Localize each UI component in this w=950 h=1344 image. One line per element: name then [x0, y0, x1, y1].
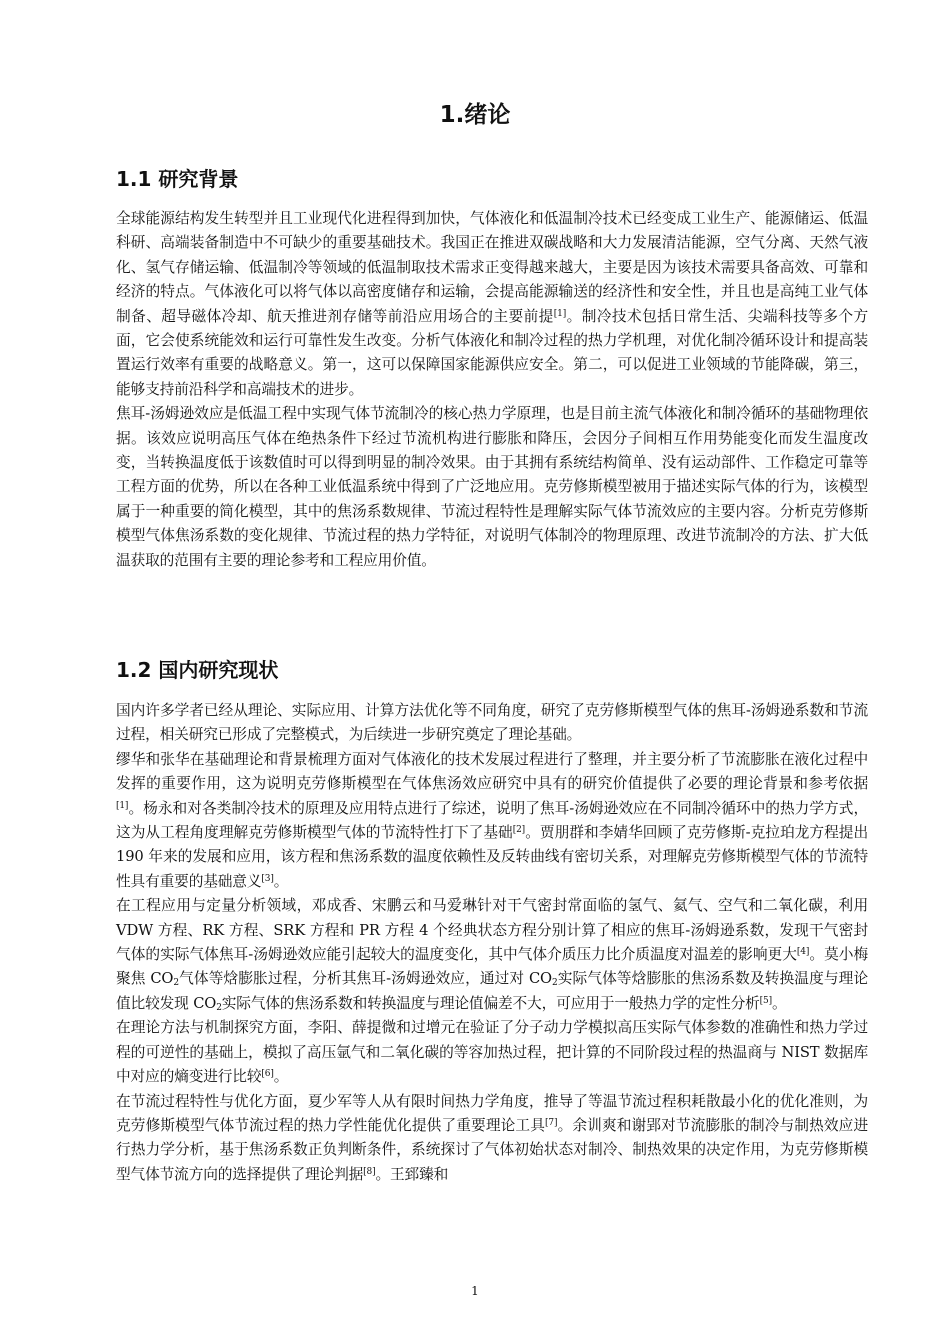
chapter-title: 1.绪论 [439, 102, 511, 128]
text-run: 。王郅臻和 [375, 1165, 449, 1183]
text-run: 实际气体的焦汤系数和转换温度与理论值偏差不大，可应用于一般热力学的定性分析 [221, 994, 760, 1012]
subscript: 2 [551, 978, 558, 989]
text-run: 全球能源结构发生转型并且工业现代化进程得到加快，气体液化和低温制冷技术已经变成工业生产、能源储运、低温科研、高端装备制造中不可缺少的重要基础技术。我国正在推进双碳战略和大力发展清洁能源，空气分离、天然气液化、氢气存储运输、低温制冷等领域的低温制取技术需求正变得越来越大，主要是因为该技术需要具备高效、可靠和经济的特点。气体液化可以将气体以高密度储存和运输，会提高能源输送的经济性和安全性，并且也是高纯工业气体制备、超导磁体冷却、航天推进剂存储等前沿应用场合的主要前提 [116, 210, 868, 325]
text-run: 。贾朋群和李婧华回顾了克劳修斯-克拉珀龙方程提出 190 年来的发展和应用，该方程和焦汤系数的温度依赖性及反转曲线有密切关系，对理解克劳修斯模型气体的节流特性具有重要的基础意义 [116, 824, 868, 890]
citation-ref: [6] [261, 1069, 274, 1080]
paragraph [116, 699, 868, 748]
section-heading-domestic-research: 1.2 国内研究现状 [116, 658, 279, 682]
text-run: 在理论方法与机制探究方面，李阳、薛提微和过增元在验证了分子动力学模拟高压实际气体参数的准确性和热力学过程的可逆性的基础上，模拟了高压氩气和二氧化碳的等容加热过程，把计算的不同阶段过程的热温商与 NIST 数据库中对应的熵变进行比较 [116, 1019, 868, 1086]
text-run: 。制冷技术包括日常生活、尖端科技等多个方面，它会使系统能效和运行可靠性发生改变。分析气体液化和制冷过程的热力学机理，对优化制冷循环设计和提高装置运行效率有重要的战略意义。第一，这可以保障国家能源供应安全。第二，可以促进工业领域的节能降碳，第三，能够支持前沿科学和高端技术的进步。 [116, 307, 868, 398]
paragraph [116, 402, 868, 573]
citation-ref: [7] [545, 1117, 558, 1128]
paragraph [116, 207, 868, 402]
text-run: 在节流过程特性与优化方面，夏少军等人从有限时间热力学角度，推导了等温节流过程积耗散最小化的优化准则，为克劳修斯模型气体节流过程的热力学性能优化提供了重要理论工具 [116, 1092, 868, 1134]
paragraph [116, 1016, 868, 1089]
paragraph [116, 748, 868, 894]
citation-ref: [4] [796, 947, 810, 958]
text-run: 实际气体等焓膨胀的焦汤系数及转换温度与理论值比较发现 CO [116, 970, 868, 1012]
text-run: 国内许多学者已经从理论、实际应用、计算方法优化等不同角度，研究了克劳修斯模型气体的焦耳-汤姆逊系数和节流过程，相关研究已形成了完整模式，为后续进一步研究奠定了理论基础。 [116, 702, 868, 744]
citation-ref: [1] [116, 800, 129, 811]
text-run: 。杨永和对各类制冷技术的原理及应用特点进行了综述，说明了焦耳-汤姆逊效应在不同制冷循环中的热力学方式，这为从工程角度理解克劳修斯模型气体的节流特性打下了基础 [116, 799, 868, 842]
citation-ref: [3] [261, 873, 274, 884]
text-run: 缪华和张华在基础理论和背景梳理方面对气体液化的技术发展过程进行了整理，并主要分析了节流膨胀在液化过程中发挥的重要作用，这为说明克劳修斯模型在气体焦汤效应研究中具有的研究价值提供了必要的理论背景和参考依据 [116, 750, 868, 793]
citation-ref: [2] [512, 825, 526, 836]
subscript: 2 [216, 1002, 222, 1013]
page-number: 1 [471, 1284, 479, 1298]
text-run: 。 [771, 994, 787, 1012]
section-body-background [116, 207, 868, 573]
citation-ref: [8] [363, 1166, 376, 1177]
citation-ref: [5] [759, 995, 772, 1006]
text-run: 在工程应用与定量分析领域，邓成香、宋鹏云和马爱琳针对干气密封常面临的氢气、氦气、空气和二氧化碳，利用 VDW 方程、RK 方程、SRK 方程和 PR 方程 4 个经典状态方程分别计算了相应的焦耳-汤姆逊系数，发现干气密封气体的实际气体焦耳-汤姆逊效应能引起较大的温度变化，其中气体介质压力比介质温度对温差的影响更大 [116, 897, 868, 964]
section-heading-background: 1.1 研究背景 [116, 167, 239, 191]
text-run: 。 [273, 872, 289, 890]
subscript: 2 [173, 978, 179, 989]
text-run: 。 [273, 1068, 289, 1086]
section-body-domestic-research [116, 699, 868, 1187]
text-run: 气体等焓膨胀过程，分析其焦耳-汤姆逊效应，通过对 CO [178, 970, 552, 988]
text-run: 。余训爽和谢郢对节流膨胀的制冷与制热效应进行热力学分析，基于焦汤系数正负判断条件，系统探讨了气体初始状态对制冷、制热效果的决定作用，为克劳修斯模型气体节流方向的选择提供了理论判据 [116, 1116, 868, 1183]
text-run: 。莫小梅聚焦 CO [116, 946, 868, 988]
paragraph [116, 1090, 868, 1188]
citation-ref: [1] [553, 308, 567, 319]
text-run: 焦耳-汤姆逊效应是低温工程中实现气体节流制冷的核心热力学原理，也是目前主流气体液化和制冷循环的基础物理依据。该效应说明高压气体在绝热条件下经过节流机构进行膨胀和降压，会因分子间相互作用势能变化而发生温度改变，当转换温度低于该数值时可以得到明显的制冷效果。由于其拥有系统结构简单、没有运动部件、工作稳定可靠等工程方面的优势，所以在各种工业低温系统中得到了广泛地应用。克劳修斯模型被用于描述实际气体的行为，该模型属于一种重要的简化模型，其中的焦汤系数规律、节流过程特性是理解实际气体节流效应的主要内容。分析克劳修斯模型气体焦汤系数的变化规律、节流过程的热力学特征，对说明气体制冷的物理原理、改进节流制冷的方法、扩大低温获取的范围有主要的理论参考和工程应用价值。 [116, 405, 868, 569]
paragraph [116, 894, 868, 1016]
